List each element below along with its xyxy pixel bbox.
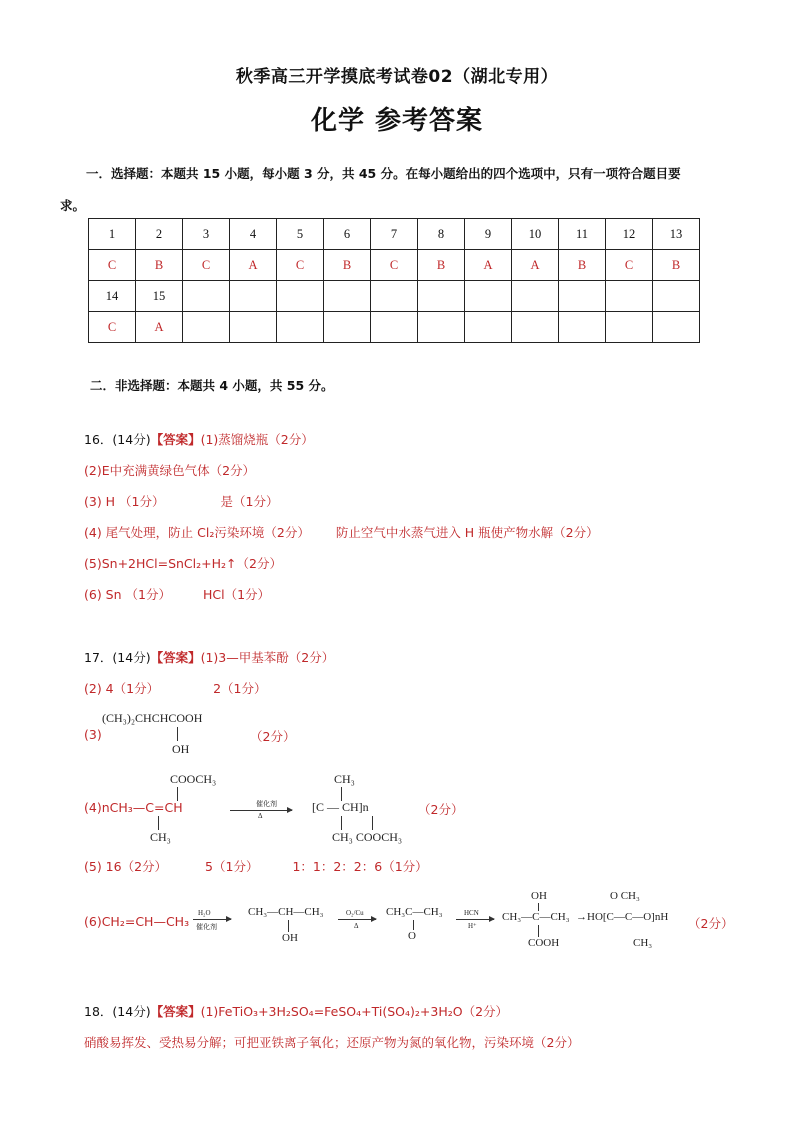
q-answer: B xyxy=(324,250,371,281)
q-answer: C xyxy=(277,250,324,281)
q-number: 8 xyxy=(418,219,465,250)
q17-6-product-1: CH₃—CH—CH₃ xyxy=(248,906,324,918)
q-number: 1 xyxy=(89,219,136,250)
q-answer xyxy=(371,312,418,343)
q17-6-p4-bottom: CH₃ xyxy=(633,937,653,949)
q18-answer-tag: 【答案】 xyxy=(150,1004,201,1019)
q-answer: A xyxy=(136,312,183,343)
q17-6-product-4: →HO[C—C—O]nH xyxy=(576,911,669,923)
q17-6-p3-oh: OH xyxy=(531,890,547,902)
q-number xyxy=(324,281,371,312)
page-title: 秋季高三开学摸底考试卷02（湖北专用） xyxy=(235,67,559,87)
q17-6-start: (6)CH₂=CH—CH₃ xyxy=(84,914,190,929)
q-number xyxy=(559,281,606,312)
q17-line-2 xyxy=(84,679,267,697)
answer-table-row-numbers-2 xyxy=(89,281,700,312)
q17-6-cond1-bottom: 催化剂 xyxy=(196,923,217,931)
q-number xyxy=(418,281,465,312)
q17-6-p2-bond xyxy=(413,920,414,930)
q16-answer-4a: (4) 尾气处理，防止 Cl₂污染环境（2分） xyxy=(84,525,310,540)
q-answer xyxy=(277,312,324,343)
answer-table-row-answers-1 xyxy=(89,250,700,281)
q-number xyxy=(183,281,230,312)
q-answer xyxy=(559,312,606,343)
q17-4-score: （2分） xyxy=(418,802,464,817)
q17-6-product-2: CH₃C—CH₃ xyxy=(386,906,443,918)
section2-heading: 二．非选择题：本题共 4 小题，共 55 分。 xyxy=(90,378,334,393)
q17-4-product-main: [C — CH]n xyxy=(312,800,369,814)
q16-answer-3b: 是（1分） xyxy=(220,494,279,509)
q-number: 4 xyxy=(230,219,277,250)
q17-3-bond xyxy=(177,727,178,741)
q17-6-cond2-bottom: Δ xyxy=(354,922,359,930)
q-number xyxy=(371,281,418,312)
q17-6-p4-top: O CH₃ xyxy=(610,890,640,902)
q17-line-5 xyxy=(84,857,428,875)
q16-head: 16．(14分) xyxy=(84,432,151,447)
q-answer: B xyxy=(653,250,700,281)
q-answer xyxy=(606,312,653,343)
q17-6-p3-bond-top xyxy=(538,903,539,911)
q17-answer-3-label: (3) xyxy=(84,727,102,742)
q17-4-bottom-bond xyxy=(158,816,159,830)
q17-answer-2b: 2（1分） xyxy=(213,681,267,696)
q-answer: B xyxy=(418,250,465,281)
q17-head: 17．(14分) xyxy=(84,650,151,665)
q-number: 7 xyxy=(371,219,418,250)
q17-6-cond2-top: O₂/Cu xyxy=(346,909,364,917)
q-number xyxy=(512,281,559,312)
answer-table xyxy=(88,218,700,343)
q16-line-3 xyxy=(84,492,278,510)
q17-answer-tag: 【答案】 xyxy=(150,650,201,665)
q-number xyxy=(230,281,277,312)
q17-3-score: （2分） xyxy=(250,729,296,744)
q17-6-p1-oh: OH xyxy=(282,932,298,944)
q17-answer-5b: 5（1分） xyxy=(205,859,259,874)
q-number: 14 xyxy=(89,281,136,312)
q-number: 15 xyxy=(136,281,183,312)
q17-4-top-group: COOCH₃ xyxy=(170,772,217,786)
section1-instruction xyxy=(60,158,740,222)
q17-6-arrow-3 xyxy=(456,919,494,920)
q18-answer-2: 硝酸易挥发、受热易分解；可把亚铁离子氧化；还原产物为氮的氧化物，污染环境（2分） xyxy=(84,1035,580,1050)
q17-answer-1: (1)3—甲基苯酚（2分） xyxy=(200,650,335,665)
q-answer: A xyxy=(230,250,277,281)
q17-4-product-top: CH₃ xyxy=(334,772,355,786)
q16-answer-5: (5)Sn+2HCl=SnCl₂+H₂↑（2分） xyxy=(84,556,282,571)
q17-6-score: （2分） xyxy=(688,916,734,931)
q17-4-product-bond-1 xyxy=(341,816,342,830)
q-number xyxy=(653,281,700,312)
q-answer: C xyxy=(89,312,136,343)
q17-3-formula: (CH₃)₂CHCHCOOH xyxy=(102,711,203,725)
q-answer: C xyxy=(183,250,230,281)
q17-6-p2-o: O xyxy=(408,930,416,942)
answer-table-row-answers-2 xyxy=(89,312,700,343)
q17-4-condition-top: 催化剂 xyxy=(256,800,277,808)
q18-line-1 xyxy=(84,1002,508,1020)
q-answer: C xyxy=(371,250,418,281)
q17-6-arrow-1 xyxy=(193,919,231,920)
q17-6-p3-cooh: COOH xyxy=(528,937,560,949)
q-answer: B xyxy=(559,250,606,281)
q-number: 3 xyxy=(183,219,230,250)
q17-answer-5c: 1：1：2：2：6（1分） xyxy=(292,859,428,874)
q17-4-top-bond xyxy=(177,787,178,801)
q-number xyxy=(465,281,512,312)
q17-4-bottom-group: CH₃ xyxy=(150,830,171,844)
q16-answer-1: (1)蒸馏烧瓶（2分） xyxy=(200,432,314,447)
q17-4-product-top-bond xyxy=(341,787,342,801)
answer-table-row-numbers-1 xyxy=(89,219,700,250)
q-answer: C xyxy=(89,250,136,281)
q16-answer-6a: (6) Sn （1分） xyxy=(84,587,171,602)
q17-6-product-3: CH₃—C—CH₃ xyxy=(502,911,570,923)
q17-6-p3-bond-bottom xyxy=(538,925,539,937)
q17-3-oh: OH xyxy=(172,742,190,756)
q17-4-label: (4)nCH₃—C=CH xyxy=(84,800,183,815)
q-answer: A xyxy=(512,250,559,281)
q17-4-product-bond-2 xyxy=(372,816,373,830)
q-number: 9 xyxy=(465,219,512,250)
q17-4-arrow xyxy=(230,810,292,811)
q16-line-4 xyxy=(84,523,599,541)
instruction-line-1: 一．选择题：本题共 15 小题，每小题 3 分，共 45 分。在每小题给出的四个选项中，只有一项符合题目要 xyxy=(86,166,681,181)
q-answer xyxy=(653,312,700,343)
q16-line-1 xyxy=(84,430,314,448)
q-answer: B xyxy=(136,250,183,281)
q17-6-cond3-top: HCN xyxy=(464,909,479,917)
q18-answer-1: (1)FeTiO₃+3H₂SO₄=FeSO₄+Ti(SO₄)₂+3H₂O（2分） xyxy=(200,1004,509,1019)
q-number xyxy=(277,281,324,312)
q16-answer-3a: (3) H （1分） xyxy=(84,494,165,509)
q16-answer-6b: HCl（1分） xyxy=(202,587,271,602)
q-answer xyxy=(230,312,277,343)
q17-6-cond3-bottom: H⁺ xyxy=(468,922,477,930)
q-number: 6 xyxy=(324,219,371,250)
q-answer xyxy=(324,312,371,343)
q-answer: C xyxy=(606,250,653,281)
q-number: 13 xyxy=(653,219,700,250)
q-number: 2 xyxy=(136,219,183,250)
q17-4-condition-bottom: Δ xyxy=(258,812,263,820)
q-number: 10 xyxy=(512,219,559,250)
q18-head: 18．(14分) xyxy=(84,1004,151,1019)
q-answer xyxy=(418,312,465,343)
q-number: 11 xyxy=(559,219,606,250)
q-answer xyxy=(183,312,230,343)
q17-6-p1-bond xyxy=(288,920,289,932)
q17-6-cond1-top: H₂O xyxy=(198,909,211,917)
q-number: 5 xyxy=(277,219,324,250)
q16-answer-4b: 防止空气中水蒸气进入 H 瓶使产物水解（2分） xyxy=(335,525,599,540)
q16-answer-tag: 【答案】 xyxy=(150,432,201,447)
q17-4-product-bottom: CH₃ COOCH₃ xyxy=(332,830,403,844)
q16-answer-2: (2)E中充满黄绿色气体（2分） xyxy=(84,463,256,478)
q17-answer-2a: (2) 4（1分） xyxy=(84,681,160,696)
q17-line-1 xyxy=(84,648,334,666)
q-number xyxy=(606,281,653,312)
q-answer xyxy=(512,312,559,343)
q-number: 12 xyxy=(606,219,653,250)
instruction-line-2: 求。 xyxy=(60,198,86,213)
q-answer xyxy=(465,312,512,343)
page-subtitle: 化学 参考答案 xyxy=(310,106,484,136)
q16-line-6 xyxy=(84,585,270,603)
q-answer: A xyxy=(465,250,512,281)
q17-answer-5a: (5) 16（2分） xyxy=(84,859,168,874)
q17-6-arrow-2 xyxy=(338,919,376,920)
